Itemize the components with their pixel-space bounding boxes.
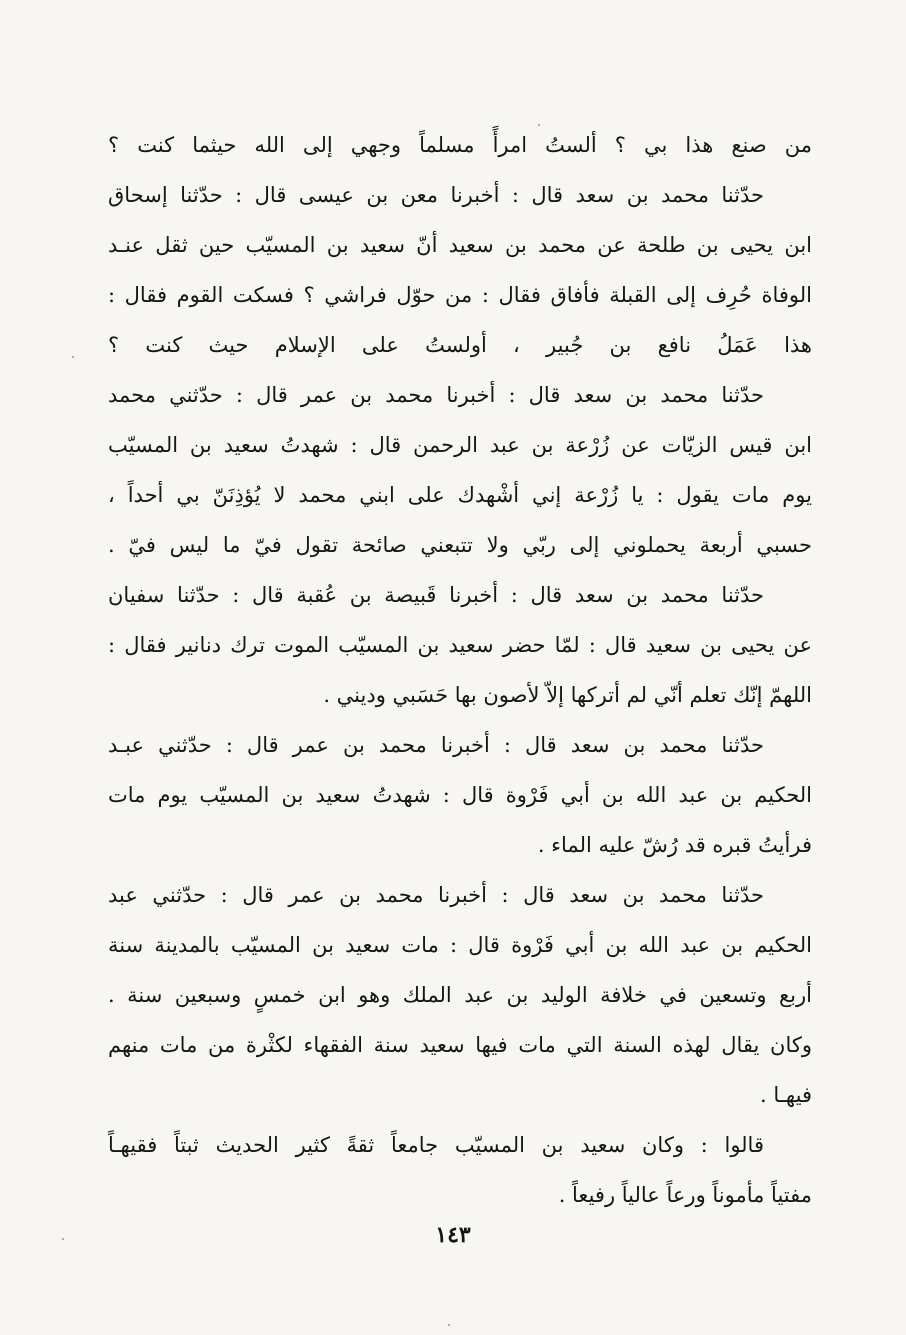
page-number: ١٤٣	[435, 1222, 471, 1248]
text-line-1: من صنع هذا بي ؟ ألستُ امرأً مسلماً وجهي إلى الله حيثما كنت ؟	[108, 133, 812, 157]
text-line-10: حدّثنا محمد بن سعد قال : أخبرنا قَبيصة بن عُقبة قال : حدّثنا سفيان	[108, 583, 764, 607]
text-line-18: أربع وتسعين في خلافة الوليد بن عبد الملك وهو ابن خمسٍ وسبعين سنة .	[108, 983, 812, 1007]
text-line-22: مفتياً مأموناً ورعاً عالياً رفيعاً .	[558, 1183, 812, 1207]
text-line-3: ابن يحيى بن طلحة عن محمد بن سعيد أنّ سعيد بن المسيّب حين ثقل عنـد	[108, 233, 812, 257]
text-line-7: ابن قيس الزيّات عن زُرْعة بن عبد الرحمن قال : شهدتُ سعيد بن المسيّب	[108, 433, 812, 457]
text-line-20: فيهـا .	[760, 1083, 812, 1107]
text-line-5: هذا عَمَلُ نافع بن جُبير ، أولستُ على الإسلام حيث كنت ؟	[108, 333, 812, 357]
text-line-8: يوم مات يقول : يا زُرْعة إني أشْهدك على ابني محمد لا يُؤذِنَنّ بي أحداً ،	[108, 483, 812, 507]
text-line-6: حدّثنا محمد بن سعد قال : أخبرنا محمد بن عمر قال : حدّثني محمد	[108, 383, 764, 407]
text-line-19: وكان يقال لهذه السنة التي مات فيها سعيد سنة الفقهاء لكثْرة من مات منهم	[108, 1033, 812, 1057]
scan-speck	[72, 356, 74, 358]
text-line-13: حدّثنا محمد بن سعد قال : أخبرنا محمد بن عمر قال : حدّثني عبـد	[108, 733, 764, 757]
scan-speck	[538, 124, 540, 126]
scan-speck	[62, 1238, 64, 1240]
text-line-9: حسبي أربعة يحملوني إلى ربّي ولا تتبعني صائحة تقول فيّ ما ليس فيّ .	[108, 533, 812, 557]
text-line-15: فرأيتُ قبره قد رُشّ عليه الماء .	[537, 833, 812, 857]
text-line-4: الوفاة حُرِف إلى القبلة فأفاق فقال : من حوّل فراشي ؟ فسكت القوم فقال :	[108, 283, 812, 307]
text-line-17: الحكيم بن عبد الله بن أبي فَرْوة قال : مات سعيد بن المسيّب بالمدينة سنة	[108, 933, 812, 957]
text-line-12: اللهمّ إنّك تعلم أنّي لم أتركها إلاّ لأصون بها حَسَبي وديني .	[323, 683, 812, 707]
text-line-21: قالوا : وكان سعيد بن المسيّب جامعاً ثقةً كثير الحديث ثبتاً فقيهـاً	[108, 1133, 764, 1157]
text-line-16: حدّثنا محمد بن سعد قال : أخبرنا محمد بن عمر قال : حدّثني عبد	[108, 883, 764, 907]
page-body-text	[108, 120, 812, 1220]
text-line-2: حدّثنا محمد بن سعد قال : أخبرنا معن بن عيسى قال : حدّثنا إسحاق	[108, 183, 764, 207]
scan-speck	[448, 1324, 450, 1326]
text-line-14: الحكيم بن عبد الله بن أبي فَرْوة قال : شهدتُ سعيد بن المسيّب يوم مات	[108, 783, 812, 807]
text-line-11: عن يحيى بن سعيد قال : لمّا حضر سعيد بن المسيّب الموت ترك دنانير فقال :	[108, 633, 812, 657]
